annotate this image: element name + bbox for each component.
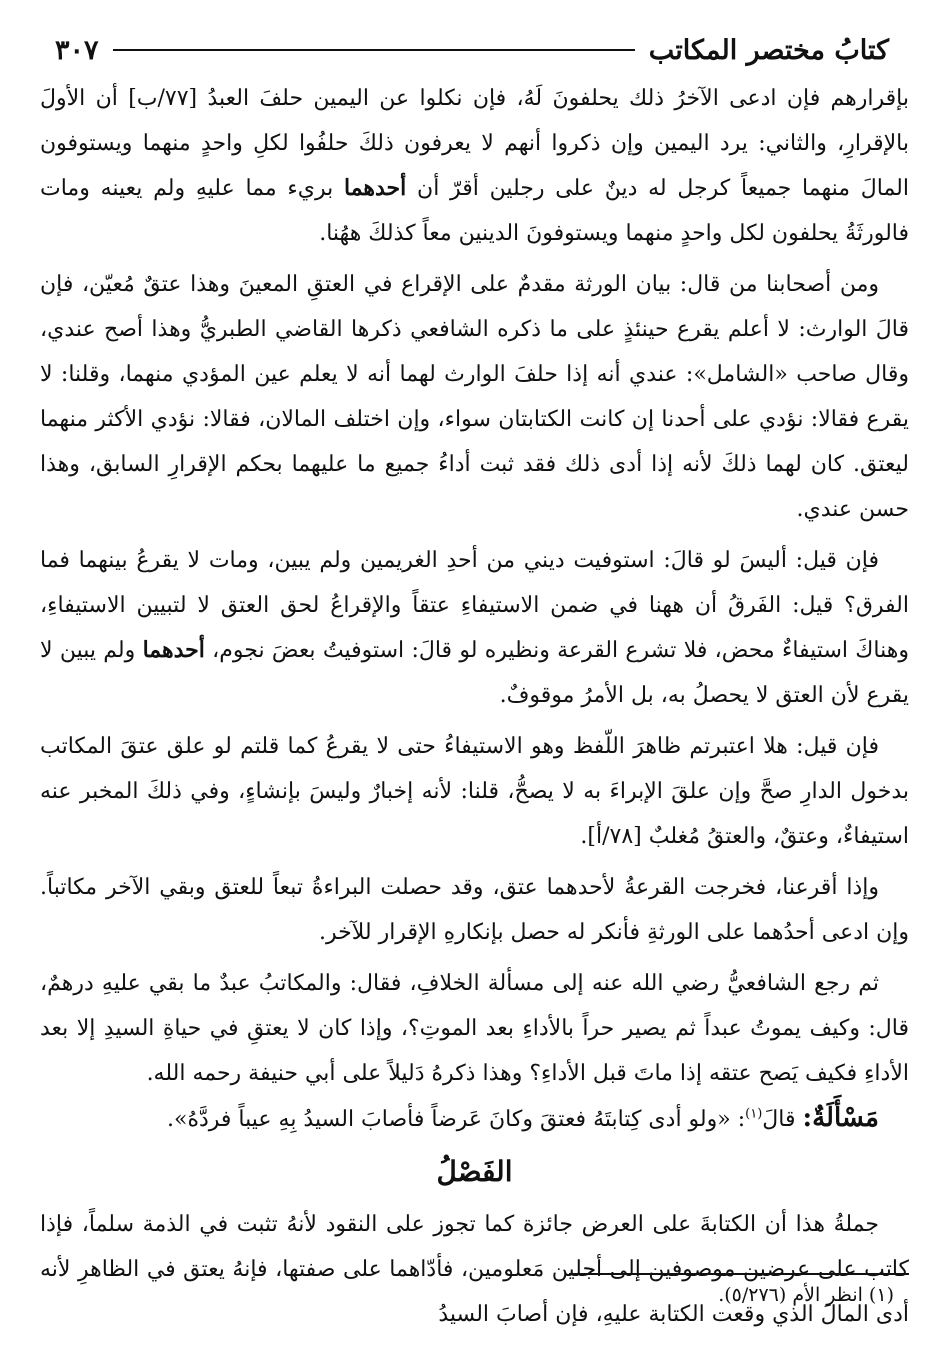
- page-body: [40, 76, 909, 1337]
- page-number: ٣٠٧: [55, 34, 99, 66]
- final-paragraph: جملةُ هذا أن الكتابةَ على العرض جائزة كما تجوز على النقود لأنهُ تثبت في الذمة سلماً، فإذا كاتب على عرضين موصوفين إلى أجلين مَعلومين، فأدّاهما على صفتها، فإنهُ يعتق في الظاهرِ لأنه أدى المالَ الذي وقعت الكتابة عليهِ، فإن أصابَ السيدُ: [40, 1212, 909, 1327]
- paragraph-4: فإن قيل: هلا اعتبرتم ظاهرَ اللّفظ وهو الاستيفاءُ حتى لا يقرعُ كما قلتم لو علق عتقَ المكاتب بدخول الدارِ صحَّ وإن علقَ الإبراءَ به لا يصحُّ، قلنا: لأنه إخبارٌ وليسَ بإنشاءٍ، وفي ذلكَ المخبر عنه استيفاءٌ، وعتقٌ، والعتقُ مُغلبٌ [٧٨/أ].: [40, 734, 909, 849]
- book-title: كتابُ مختصر المكاتب: [648, 34, 889, 66]
- footnote: (١) انظر الأم (٥/٢٧٦).: [718, 1284, 894, 1306]
- page-header: [55, 30, 889, 70]
- paragraph-6: ثم رجع الشافعيُّ رضي الله عنه إلى مسألة الخلافِ، فقال: والمكاتبُ عبدٌ ما بقي عليهِ درهمٌ، قال: وكيف يموتُ عبداً ثم يصير حراً بالأداءِ بعد الموتِ؟، وإذا كان لا يعتقِ في حياةِ السيدِ إلا بعد الأداءِ فكيف يَصح عتقه إذا ماتَ قبل الأداءِ؟ وهذا ذكرهُ دَليلاً على أبي حنيفة رحمه الله.: [40, 971, 909, 1086]
- section-heading: الفَصْلُ: [436, 1155, 513, 1188]
- footnote-ref: (١): [745, 1106, 763, 1122]
- masala-label: مَسْأَلَةٌ:: [802, 1103, 879, 1133]
- paragraph-5: وإذا أقرعنا، فخرجت القرعةُ لأحدهما عتق، وقد حصلت البراءةُ تبعاً للعتق وبقي الآخر مكاتباً. وإن ادعى أحدُهما على الورثةِ فأنكر له حصل بإنكارهِ الإقرار للآخر.: [40, 875, 909, 945]
- paragraph-3: فإن قيل: أليسَ لو قالَ: استوفيت ديني من أحدِ الغريمين ولم يبين، ومات لا يقرعُ بينهما فما الفرق؟ قيل: الفَرقُ أن ههنا في ضمن الاستيفاءِ عتقاً والإقراعُ لحق العتق لا لتبيين الاستيفاءِ، وهناكَ استيفاءٌ محض، فلا تشرع القرعة ونظيره لو قالَ: استوفيتُ بعضَ نجوم، أحدهما ولم يبين لا يقرع لأن العتق لا يحصلُ به، بل الأمرُ موقوفٌ.: [40, 548, 909, 708]
- paragraph-1: بإقرارهم فإن ادعى الآخرُ ذلك يحلفونَ لَهُ، فإن نكلوا عن اليمين حلفَ العبدُ [٧٧/ب] أن الأولَ بالإقرارِ، والثاني: يرد اليمين وإن ذكروا أنهم لا يعرفون ذلكَ حلفُوا لكلِ واحدٍ منهما ويستوفون المالَ منهما جميعاً كرجل له دينٌ على رجلين أقرّ أن أحدهما بريء مما عليهِ ولم يعينه ومات فالورثَةُ يحلفون لكل واحدٍ منهما ويستوفونَ الدينين معاً كذلكَ ههُنا.: [40, 86, 909, 246]
- masala-quote: «ولو أدى كِتابتَهُ فعتقَ وكانَ عَرضاً فأصابَ السيدُ بِهِ عيباً فردَّهُ».: [167, 1107, 731, 1132]
- masala-line: مَسْأَلَةٌ: قالَ$^{(١)}$: «ولو أدى كِتابتَهُ فعتقَ وكانَ عَرضاً فأصابَ السيدُ بِهِ عيباً فردَّهُ».: [167, 1103, 879, 1133]
- header-rule: [113, 49, 635, 51]
- paragraph-2: ومن أصحابنا من قال: بيان الورثة مقدمٌ على الإقراع في العتقِ المعينَ وهذا عتقٌ مُعيّن، فإن قالَ الوارث: لا أعلم يقرع حينئذٍ على ما ذكره الشافعي ذكرها القاضي الطبريُّ وهذا أصح عندي، وقال صاحب «الشامل»: عندي أنه إذا حلفَ الوارث لهما أنه لا يعلم عين المؤدي منهما، وقلنا: لا يقرع فقالا: نؤدي على أحدنا إن كانت الكتابتان سواء، وإن اختلف المالان، فقالا: نؤدي الأكثر منهما ليعتق. كان لهما ذلكَ لأنه إذا أدى ذلك فقد ثبت أداءُ جميع ما عليهما بحكم الإقرارِ السابق، وهذا حسن عندي.: [40, 272, 909, 522]
- footnote-rule: [569, 1273, 909, 1275]
